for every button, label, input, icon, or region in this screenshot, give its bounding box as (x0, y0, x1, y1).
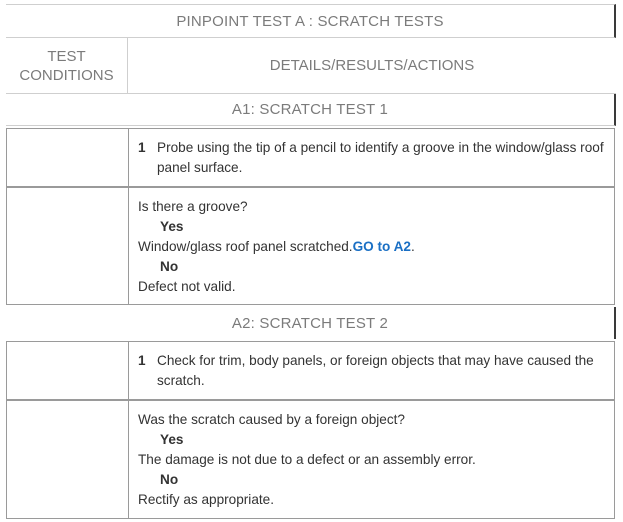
column-header-test-conditions-line1: TEST (47, 47, 86, 65)
yes-label: Yes (160, 432, 184, 447)
no-label: No (160, 472, 179, 487)
step-text: Probe using the tip of a pencil to identify a groove in the window/glass roof panel surface. (157, 140, 604, 175)
test-conditions-cell (7, 401, 129, 518)
go-to-a2-link[interactable]: GO to A2 (352, 239, 411, 254)
table-row-a1-results (6, 187, 615, 305)
step-number: 1 (138, 140, 146, 155)
section-heading-a2: A2: SCRATCH TEST 2 (6, 307, 616, 339)
no-text: Defect not valid. (138, 279, 236, 294)
table-row-a2-step (6, 341, 615, 400)
column-header-details: DETAILS/RESULTS/ACTIONS (269, 57, 475, 74)
yes-text: Window/glass roof panel scratched. (138, 239, 353, 254)
yes-text: The damage is not due to a defect or an assembly error. (138, 452, 476, 467)
yes-link-suffix: . (411, 239, 415, 254)
details-cell (129, 401, 614, 518)
column-header-test-conditions (6, 38, 128, 93)
question-text: Was the scratch caused by a foreign object? (138, 412, 405, 427)
table-row-a1-step (6, 128, 615, 187)
step-text: Check for trim, body panels, or foreign objects that may have caused the scratch. (157, 353, 594, 388)
table-row-a2-results (6, 400, 615, 519)
column-header-row (6, 38, 616, 94)
test-conditions-cell (7, 188, 129, 304)
details-cell (129, 342, 614, 399)
test-conditions-cell (7, 342, 129, 399)
test-conditions-cell (7, 129, 129, 186)
details-cell (129, 188, 614, 304)
section-heading-a1: A1: SCRATCH TEST 1 (6, 94, 616, 126)
yes-label: Yes (160, 219, 184, 234)
no-text: Rectify as appropriate. (138, 492, 275, 507)
step-number: 1 (138, 353, 146, 368)
step-item (138, 138, 604, 178)
question-text: Is there a groove? (138, 199, 248, 214)
step-item (138, 351, 604, 391)
table-title: PINPOINT TEST A : SCRATCH TESTS (6, 4, 616, 38)
no-label: No (160, 259, 179, 274)
details-cell (129, 129, 614, 186)
yes-result (138, 237, 604, 257)
column-header-test-conditions-line2: CONDITIONS (19, 66, 114, 84)
